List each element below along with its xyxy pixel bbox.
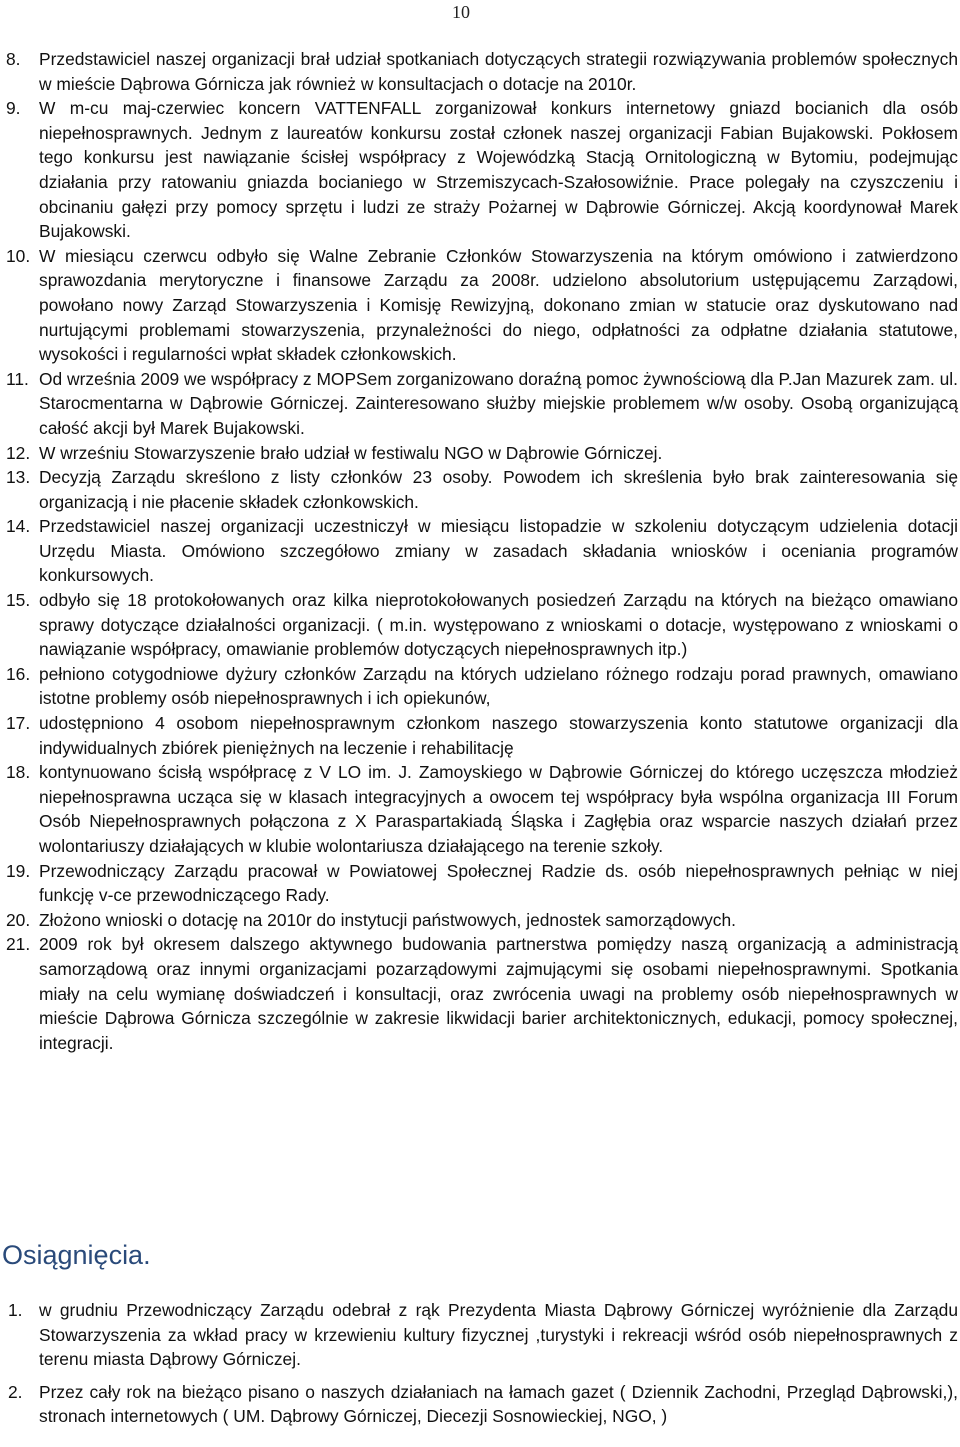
page-number: 10 (452, 2, 470, 22)
item-number: 21. (6, 934, 31, 955)
list-item (0, 244, 960, 367)
list-item (0, 1380, 960, 1429)
item-number: 9. (6, 98, 21, 119)
item-text: Przewodniczący Zarządu pracował w Powiatowej Społecznej Radzie ds. osób niepełnosprawnych pełniąc w niej funkcję v-ce przewodniczącego Rady. (39, 860, 958, 906)
item-text: pełniono cotygodniowe dyżury członków Zarządu na których udzielano różnego rodzaju porad prawnych, omawiano istotne problemy osób niepełnosprawnych i ich opiekunów, (39, 663, 958, 709)
list-item (0, 367, 960, 441)
item-number: 19. (6, 860, 31, 881)
list-item (0, 932, 960, 1055)
item-text: Złożono wnioski o dotację na 2010r do instytucji państwowych, jednostek samorządowych. (39, 909, 736, 930)
list-item (0, 441, 960, 466)
item-number: 16. (6, 663, 31, 684)
item-text: W wrześniu Stowarzyszenie brało udział w festiwalu NGO w Dąbrowie Górniczej. (39, 442, 663, 463)
item-text: Przez cały rok na bieżąco pisano o naszych działaniach na łamach gazet ( Dziennik Zachodni, Przegląd Dąbrowski,), stronach internetowych ( UM. Dąbrowy Górniczej, Diecezji Sosnowieckiej, NGO, ) (39, 1381, 958, 1427)
list-item (0, 908, 960, 933)
item-number: 11. (6, 368, 29, 389)
item-number: 20. (6, 909, 31, 930)
item-number: 13. (6, 467, 31, 488)
item-text: Decyzją Zarządu skreślono z listy członków 23 osoby. Powodem ich skreślenia było brak zainteresowania się organizacją i nie płacenie składek członkowskich. (39, 467, 958, 512)
item-text: W m-cu maj-czerwiec koncern VATTENFALL zorganizował konkurs internetowy gniazd bocianich dla osób niepełnosprawnych. Jednym z laureatów konkursu został członek naszej organizacji Fabian Bujakowski. Pokłosem tego konkursu jest nawiązanie ścisłej współpracy z Wojewódzką Stacją Ornitologiczną w Bytomiu, podejmując działania przy ratowaniu gniazda bocianiego w Strzemiszycach-Szałosowiźnie. Prace polegały na czyszczeniu i obcinaniu gałęzi przy pomocy sprzętu i ludzi ze straży Pożarnej w Dąbrowie Górniczej. Akcją koordynował Marek Bujakowski. (39, 98, 958, 242)
item-number: 18. (6, 762, 31, 783)
list-item (0, 96, 960, 244)
list-item (0, 514, 960, 588)
item-number: 12. (6, 442, 31, 463)
list-item (0, 47, 960, 96)
item-number: 10. (6, 245, 31, 266)
list-item (0, 588, 960, 662)
item-number: 1. (8, 1300, 23, 1320)
list-item (0, 1298, 960, 1372)
item-text: odbyło się 18 protokołowanych oraz kilka nieprotokołowanych posiedzeń Zarządu na których na bieżąco omawiano sprawy dotyczące działalności organizacji. ( m.in. występowano z wnioskami o dotacje, występowano z wnioskami o nawiązanie współpracy, omawianie problemów dotyczących niepełnosprawnych itp.) (39, 590, 958, 660)
item-text: w grudniu Przewodniczący Zarządu odebrał z rąk Prezydenta Miasta Dąbrowy Górniczej wyróżnienie dla Zarządu Stowarzyszenia za wkład pracy w krzewieniu kultury fizycznej ,turystyki i rekreacji wśród osób niepełnosprawnych z terenu miasta Dąbrowy Górniczej. (39, 1300, 958, 1370)
item-text: kontynuowano ścisłą współpracę z V LO im. J. Zamoyskiego w Dąbrowie Górniczej do którego uczęszcza młodzież niepełnosprawna ucząca się w klasach integracyjnych a owocem tej współpracy była wspólna organizacja III Forum Osób Niepełnosprawnych połączona z X Paraspartakiadą Śląska i Zagłębia oraz wsparcie naszych działań przez wolontariuszy działających w klubie wolontariusza działającego na terenie szkoły. (39, 762, 958, 856)
item-number: 17. (6, 713, 31, 734)
item-text: Przedstawiciel naszej organizacji brał udział spotkaniach dotyczących strategii rozwiązywania problemów społecznych w mieście Dąbrowa Górnicza jak również w konsultacjach o dotacje na 2010r. (39, 49, 958, 94)
activities-list (0, 47, 960, 1055)
item-text: 2009 rok był okresem dalszego aktywnego budowania partnerstwa pomiędzy naszą organizacją a administracją samorządową oraz innymi organizacjami pozarządowymi zajmującymi się osobami niepełnosprawnymi. Spotkania miały na celu wymianę doświadczeń i konsultacji, oraz zwrócenia uwagi na problemy osób niepełnosprawnych w mieście Dąbrowa Górnicza szczególnie w zakresie likwidacji barier architektonicznych, edukacji, pomocy społecznej, integracji. (39, 934, 958, 1053)
achievements-list (0, 1298, 960, 1437)
item-number: 2. (8, 1381, 23, 1402)
list-item (0, 760, 960, 858)
item-number: 8. (6, 49, 21, 69)
item-text: udostępniono 4 osobom niepełnosprawnym członkom naszego stowarzyszenia konto statutowe organizacji dla indywidualnych zbiórek pieniężnych na leczenie i rehabilitację (39, 713, 958, 758)
list-item (0, 465, 960, 514)
item-text: Przedstawiciel naszej organizacji uczestniczył w miesiącu listopadzie w szkoleniu dotyczącym udzielenia dotacji Urzędu Miasta. Omówiono szczegółowo zmiany w zasadach składania wniosków i oceniania programów konkursowych. (39, 516, 958, 586)
item-number: 14. (6, 516, 31, 537)
item-text: W miesiącu czerwcu odbyło się Walne Zebranie Członków Stowarzyszenia na którym omówiono i zatwierdzono sprawozdania merytoryczne i finansowe Zarządu za 2008r. udzielono absolutorium ustępującemu Zarządowi, powołano nowy Zarząd Stowarzyszenia i Komisję Rewizyjną, dokonano zmian w statucie oraz dyskutowano nad nurtującymi problemami stowarzyszenia, przynależności do niego, odpłatności za odpłatne działania statutowe, wysokości i regularności wpłat składek członkowskich. (39, 245, 958, 365)
item-text: Od września 2009 we współpracy z MOPSem zorganizowano doraźną pomoc żywnościową dla P.Jan Mazurek zam. ul. Starocmentarna w Dąbrowie Górniczej. Zainteresowano służby miejskie problemem w/w osoby. Osobą organizującą całość akcji był Marek Bujakowski. (39, 368, 958, 438)
list-item (0, 859, 960, 908)
item-number: 15. (6, 590, 31, 611)
achievements-heading: Osiągnięcia. (2, 1240, 151, 1270)
list-item (0, 662, 960, 711)
list-item (0, 711, 960, 760)
